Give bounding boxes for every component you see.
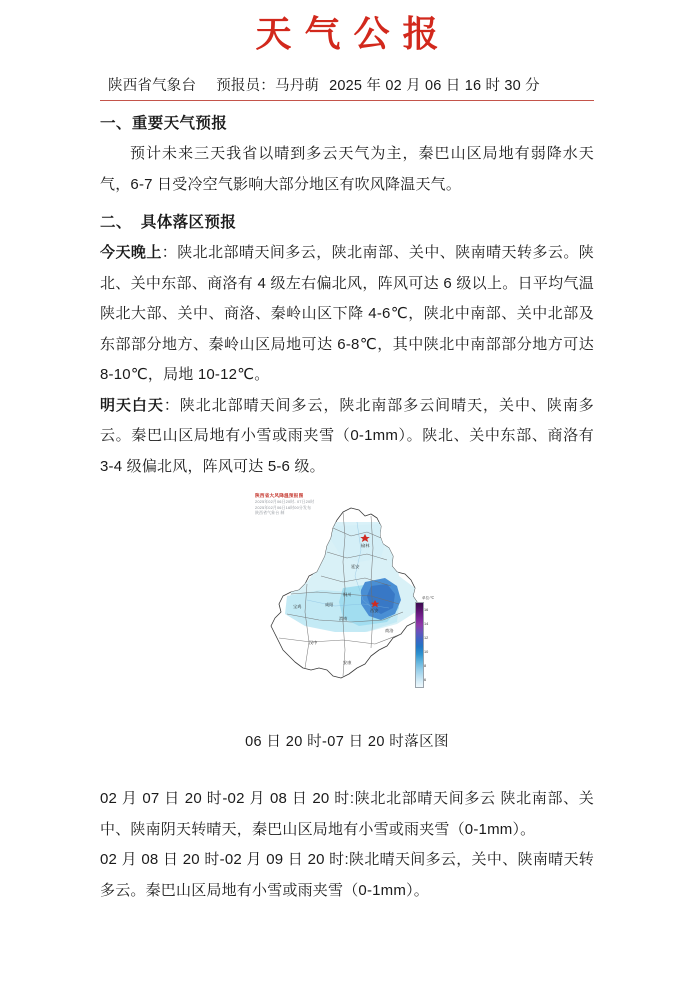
city-label-xianyang: 咸阳 [325,602,334,607]
section-heading-2 [100,207,594,238]
city-label-yulin: 榆林 [361,543,370,548]
map-colorbar [415,596,441,688]
city-label-yanan: 延安 [351,564,360,569]
outlook-day2-text: 陕北北部晴天间多云 陕北南部、关中、陕南阴天转晴天，秦巴山区局地有小雪或雨夹雪（0-1mm）。 [100,790,595,838]
colorbar-tick-3: 10 [424,650,429,654]
forecaster-name: 预报员：马丹萌 [216,78,320,94]
tomorrow-text: ：陕北北部晴天间多云，陕北南部多云间晴天，关中、陕南多云。秦巴山区局地有小雪或雨夹雪（0-1mm）。陕北、关中东部、商洛有 3-4 级偏北风，阵风可达 5-6 级。 [100,396,594,475]
map-subtitle-valid: 2025年02月06日20时- 07日20时 [255,499,315,505]
colorbar-tick-1: 14 [424,622,429,626]
colorbar-tick-0: 16 [424,608,429,612]
outlook-day2 [100,784,594,845]
colorbar-gradient [415,602,427,688]
outlook-day3 [100,845,594,906]
section-title-1: 重要天气预报 [131,115,228,132]
city-label-xian: 西安 [370,608,379,613]
section-heading-1 [100,108,594,139]
issuer-name: 陕西省气象台 [108,78,197,94]
city-label-weinan: 渭南 [339,616,348,621]
city-label-shangluo: 商洛 [385,628,394,633]
tomorrow-label: 明天白天 [100,396,164,414]
section-title-2: 具体落区预报 [140,214,237,231]
page-title: 天气公报 [255,14,452,55]
outlook-day2-period: 02 月 07 日 20 时-02 月 08 日 20 时: [100,790,355,807]
city-label-hanzhong: 汉中 [309,640,318,645]
city-label-baoji: 宝鸡 [293,604,302,609]
section-number-1: 一、 [100,115,132,132]
colorbar-tick-4: 8 [424,664,427,668]
map-title: 陕西省大风降温预报图 [255,493,304,498]
city-label-tongchuan: 铜川 [343,592,352,597]
map-header-text [255,493,314,516]
map-subtitle-issued: 2025年02月06日16时00分发布 [255,504,312,510]
tonight-label: 今天晚上 [100,244,162,261]
byline [100,76,594,101]
colorbar-unit: 单位:℃ [422,596,435,600]
forecast-map-figure [100,492,594,754]
colorbar-tick-2: 12 [424,636,429,640]
city-label-ankang: 安康 [343,660,352,665]
colorbar-tick-5: 6 [424,678,427,682]
issue-timestamp: 2025 年 02 月 06 日 16 时 30 分 [329,78,540,94]
section-number-2: 二、 [100,214,132,231]
figure-caption: 06 日 20 时-07 日 20 时落区图 [245,734,449,750]
shaanxi-wind-cooling-map [247,492,447,717]
outlook-day3-period: 02 月 08 日 20 时-02 月 09 日 20 时: [100,851,349,868]
tomorrow-forecast [100,391,594,483]
map-subtitle-source: 陕西省气象台 制 [255,510,285,516]
section-1-paragraph: 预计未来三天我省以晴到多云天气为主，秦巴山区局地有弱降水天气，6-7 日受冷空气影响大部分地区有吹风降温天气。 [100,145,594,193]
tonight-forecast [100,238,594,391]
tonight-text: ：陕北北部晴天间多云，陕北南部、关中、陕南晴天转多云。陕北、关中东部、商洛有 4 级左右偏北风，阵风可达 6 级以上。日平均气温陕北大部、关中、商洛、秦岭山区下降 4-6℃，陕北中南部、关中北部及东部部分地方、秦岭山区局地可达 6-8℃，其中陕北中南部部分地方可达 8-10℃，局地 10-12℃。 [100,244,594,383]
outlook-day3-text: 陕北晴天间多云，关中、陕南晴天转多云。秦巴山区局地有小雪或雨夹雪（0-1mm）。 [100,851,594,899]
outlook-block [100,784,594,906]
